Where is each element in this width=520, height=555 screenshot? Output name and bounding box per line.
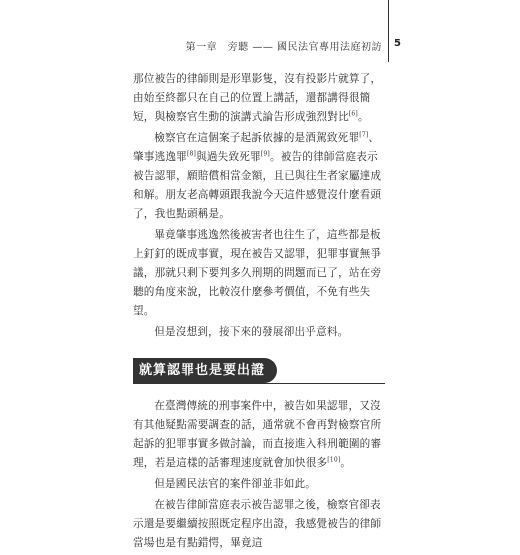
heading-underline	[133, 383, 385, 384]
paragraph: 但是國民法官的案件卻並非如此。	[154, 478, 317, 490]
paragraph: 在被告律師當庭表示被告認罪之後，檢察官卻表示還是要繼續按照既定程序出證，我感覺被告的律師當場也是有點錯愕，畢竟這	[133, 499, 382, 549]
footnote-ref: [9]	[260, 150, 270, 158]
paragraph: 但是沒想到，接下來的發展卻出乎意料。	[154, 326, 349, 338]
paragraph: 那位被告的律師則是形單影隻，沒有投影片就算了，由始至終都只在自己的位置上講話，還都講得很簡短，與檢察官生動的演講式論告形成強烈對比[6]。	[133, 73, 382, 123]
footnote-ref: [6]	[348, 110, 358, 118]
section-heading: 就算認罪也是要出證	[133, 358, 277, 383]
running-head: 第一章 旁聽 —— 國民法官專用法庭初訪	[185, 42, 382, 53]
paragraph: 畢竟肇事逃逸然後被害者也往生了，這些都是板上釘釘的既成事實，現在被告又認罪，犯罪事實無爭議，那就只剩下要判多久刑期的問題而已了，站在旁聽的角度來說，比較沒什麼參考價值，不免有些失望。	[133, 229, 382, 317]
page-body	[133, 70, 385, 555]
section-heading-row	[133, 344, 385, 397]
footnote-ref: [8]	[186, 150, 197, 158]
page-number: 5	[394, 38, 401, 49]
footnote-ref: [10]	[327, 456, 341, 464]
page-header	[0, 38, 520, 58]
header-rule	[388, 0, 389, 62]
paragraph: 檢察官在這個案子起訴依據的是酒駕致死罪[7]、肇事逃逸罪[8]與過失致死罪[9]。被告的律師當庭表示被告認罪，願賠償相當金額，且已與往生者家屬達成和解。朋友老高轉頭跟我說今天這件感覺沒什麼看頭了，我也點頭稱是。	[133, 131, 382, 220]
footnote-ref: [7]	[359, 131, 369, 139]
paragraph: 在臺灣傳統的刑事案件中，被告如果認罪，又沒有其他疑點需要調查的話，通常就不會再對檢察官所起訴的犯罪事實多做討論，而直接進入科刑範圍的審理，若是這樣的話審理速度就會加快很多[10]。	[133, 400, 382, 469]
